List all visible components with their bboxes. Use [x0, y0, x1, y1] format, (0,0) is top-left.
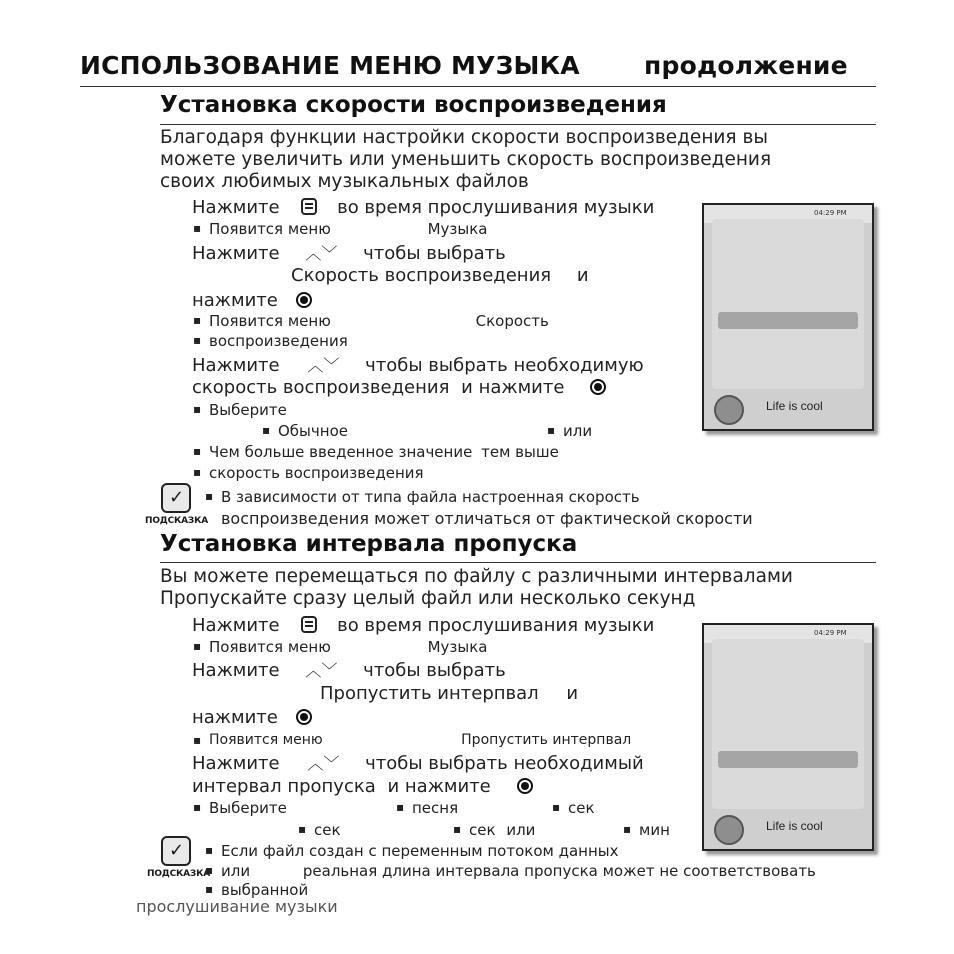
step-text: Нажмите — [192, 753, 280, 774]
bullet-continuation: ▪ или — [563, 422, 592, 440]
bullet-continuation: ▪ песня — [412, 799, 458, 817]
device-song-title: Life is cool — [766, 819, 823, 833]
disc-icon — [714, 815, 744, 845]
step-text: Нажмите — [192, 615, 280, 636]
bullet-item — [209, 220, 488, 238]
page-title-suffix: продолжение — [644, 51, 848, 80]
step-text: и — [566, 683, 579, 704]
device-song-title: Life is cool — [766, 399, 823, 413]
bullet-text: Появится меню — [209, 312, 331, 330]
step-3-cont — [192, 776, 533, 797]
step-2 — [192, 241, 506, 264]
step-text: Скорость воспроизведения — [291, 265, 552, 286]
bullet-item — [209, 443, 559, 461]
step-1 — [192, 197, 654, 218]
step-text: нажмите — [192, 707, 278, 728]
step-text: нажмите — [192, 290, 278, 311]
intro-line-1: Благодаря функции настройки скорости воспроизведения вы — [160, 127, 768, 148]
device-selection-bar — [718, 312, 858, 329]
up-down-icon: ︿﹀ — [307, 356, 340, 375]
step-text: интервал пропуска — [192, 776, 376, 797]
bullet-text: Появится меню — [209, 220, 331, 238]
step-2-press — [192, 707, 312, 728]
step-text: чтобы выбрать — [363, 660, 506, 681]
step-3-cont — [192, 377, 606, 398]
step-2 — [192, 658, 506, 681]
bullet-text: Появится меню — [209, 638, 331, 656]
step-text: Пропустить интерпвал — [320, 683, 539, 704]
note-label: ПОДСКАЗКА — [147, 869, 211, 879]
bullet-continuation: ▪ скорость воспроизведения — [209, 464, 424, 482]
up-down-icon: ︿﹀ — [305, 244, 338, 263]
note-word: или — [221, 862, 251, 880]
note-text: ▪ Если файл создан с переменным потоком данных — [221, 842, 619, 860]
note-text: ▪ В зависимости от типа файла настроенная скорость — [221, 488, 640, 506]
note-icon: ✓ — [161, 836, 191, 866]
device-screenshot — [702, 203, 874, 431]
note-icon: ✓ — [161, 483, 191, 513]
device-selection-bar — [718, 751, 858, 768]
bullet-text: Скорость — [475, 312, 549, 330]
step-3 — [192, 751, 644, 774]
menu-button-icon — [301, 616, 317, 633]
section-rule — [160, 562, 876, 563]
up-down-icon: ︿﹀ — [305, 661, 338, 680]
step-text: и нажмите — [461, 377, 565, 398]
bullet-continuation: ▪ сек — [568, 799, 595, 817]
step-text: Нажмите — [192, 243, 280, 264]
bullet-continuation — [469, 821, 535, 839]
step-text: чтобы выбрать необходимый — [365, 753, 644, 774]
bullet-item — [209, 312, 549, 330]
title-rule — [80, 86, 876, 87]
step-3 — [192, 353, 644, 376]
bullet-continuation: ▪ воспроизведения — [209, 332, 348, 350]
bullet-continuation: ▪ Обычное — [278, 422, 348, 440]
step-2-target — [320, 683, 578, 704]
step-text: во время прослушивания музыки — [337, 615, 655, 636]
step-text: Нажмите — [192, 660, 280, 681]
intro-line-3: своих любимых музыкальных файлов — [160, 171, 529, 192]
step-text: чтобы выбрать — [363, 243, 506, 264]
page-title: ИСПОЛЬЗОВАНИЕ МЕНЮ МУЗЫКА — [80, 51, 580, 80]
disc-icon — [714, 395, 744, 425]
step-text: Нажмите — [192, 197, 280, 218]
bullet-continuation: ▪ сек — [314, 821, 341, 839]
note-label: ПОДСКАЗКА — [145, 516, 209, 526]
section-heading-speed: Установка скорости воспроизведения — [160, 92, 667, 118]
intro-line-2: Пропускайте сразу целый файл или несколько секунд — [160, 588, 696, 609]
bullet-text: Музыка — [427, 638, 488, 656]
bullet-text: сек — [469, 821, 496, 839]
bullet-item — [209, 638, 488, 656]
bullet-text: тем выше — [481, 443, 559, 461]
ok-button-icon — [590, 379, 606, 395]
up-down-icon: ︿﹀ — [307, 754, 340, 773]
device-time: 04:29 PM — [814, 209, 847, 217]
note-text — [221, 862, 816, 880]
step-1 — [192, 615, 654, 636]
note-text: ▪ выбранной — [221, 881, 308, 899]
note-word: реальная длина интервала пропуска может не соответствовать — [302, 862, 816, 880]
section-heading-skip: Установка интервала пропуска — [160, 531, 578, 557]
bullet-item: ▪ Выберите — [209, 401, 287, 419]
device-screenshot — [702, 623, 874, 851]
intro-line-2: можете увеличить или уменьшить скорость воспроизведения — [160, 149, 772, 170]
intro-line-1: Вы можете перемещаться по файлу с различными интервалами — [160, 566, 793, 587]
ok-button-icon — [517, 778, 533, 794]
ok-button-icon — [296, 709, 312, 725]
step-2-target — [291, 265, 589, 286]
step-text: чтобы выбрать необходимую — [365, 355, 644, 376]
bullet-text: или — [506, 821, 536, 839]
menu-button-icon — [301, 198, 317, 215]
device-time: 04:29 PM — [814, 629, 847, 637]
section-rule — [160, 124, 876, 125]
step-text: Нажмите — [192, 355, 280, 376]
step-text: и — [576, 265, 589, 286]
ok-button-icon — [296, 292, 312, 308]
bullet-text: Появится меню — [209, 732, 323, 748]
bullet-item — [209, 732, 631, 748]
note-text: воспроизведения может отличаться от фактической скорости — [221, 509, 753, 528]
device-menu-panel — [712, 219, 864, 389]
step-text: и нажмите — [387, 776, 491, 797]
bullet-text: Музыка — [427, 220, 488, 238]
bullet-text: Чем больше введенное значение — [209, 443, 473, 461]
bullet-text: Выберите — [209, 799, 287, 817]
device-menu-panel — [712, 639, 864, 809]
bullet-text: Пропустить интерпвал — [461, 732, 632, 748]
bullet-continuation: ▪ мин — [639, 821, 670, 839]
step-text: скорость воспроизведения — [192, 377, 450, 398]
step-2-press — [192, 290, 312, 311]
bullet-item — [209, 799, 287, 817]
footer-text: прослушивание музыки — [136, 897, 338, 916]
step-text: во время прослушивания музыки — [337, 197, 655, 218]
